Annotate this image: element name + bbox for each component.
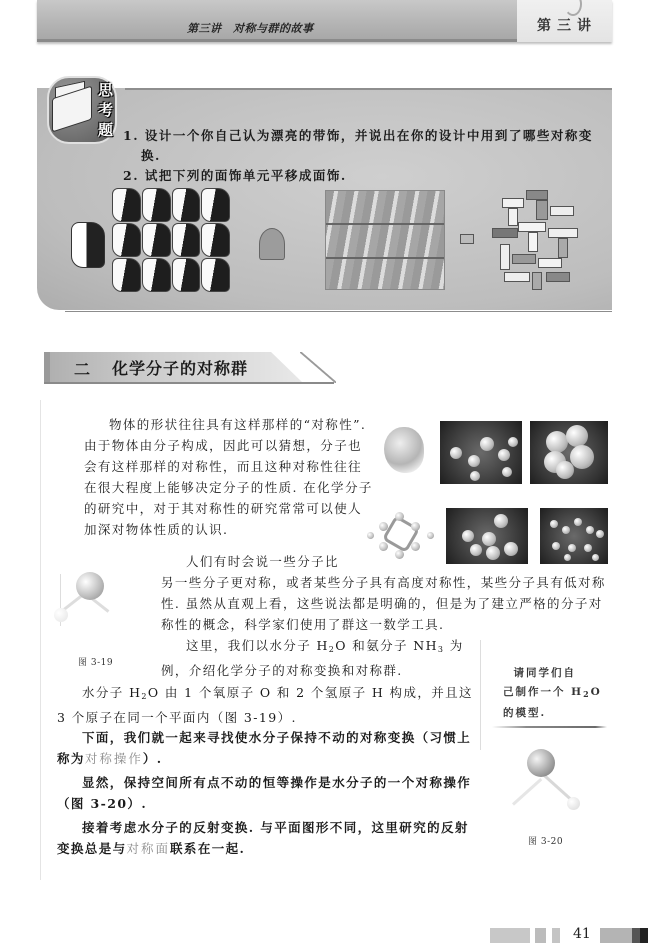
divider [65, 311, 612, 312]
paragraph-3: 这里，我们以水分子 $H_2O$ 和氨分子 $NH_3$ 为例，介绍化学分子的对称变换和对称群. [161, 638, 464, 678]
propane-ball-stick-image [440, 421, 522, 484]
footer-decor-bar [632, 928, 640, 943]
figure-3-19-caption: 图 3-19 [78, 658, 114, 668]
think-question-list [123, 126, 603, 186]
question-1: 1. 设计一个你自己认为漂亮的带饰，并说出在你的设计中用到了哪些对称变换. [123, 128, 593, 163]
fish-tile-unit-image [71, 222, 105, 268]
chapter-running-title: 第三讲 对称与群的故事 [187, 22, 314, 35]
paragraph-4: 水分子 $H_2O$ 由 1 个氧原子 O 和 2 个氢原子 H 构成，并且这 3 个原子在同一个平面内（图 3-19）. [57, 685, 473, 725]
divider [44, 382, 334, 384]
paragraph-5: 下面，我们就一起来寻找使水分子保持不动的对称变换（习惯上称为对称操作）. [57, 730, 472, 766]
footer-decor-bar [552, 928, 560, 943]
divider [125, 88, 612, 90]
t-tile-wallpaper-image [492, 188, 582, 292]
term-symmetry-operation: 对称操作 [84, 751, 143, 766]
divider [492, 726, 607, 728]
branched-alkane-model-image [540, 508, 608, 564]
footer-decor-bar [490, 928, 530, 943]
chapter-tab [517, 0, 612, 42]
molecule-surface-model-image [380, 425, 430, 477]
decorative-slant [300, 352, 336, 383]
water-molecule-figure-3-20 [505, 745, 595, 815]
paragraph-6: 显然，保持空间所有点不动的恒等操作是水分子的一个对称操作（图 3-20）. [57, 775, 472, 811]
chapter-header-band [37, 0, 612, 42]
side-note: 请同学们自 己制作一个 $H_2O$ 的模型. [503, 667, 602, 719]
think-question-badge [47, 76, 117, 144]
footer-decor-bar [600, 928, 632, 943]
bell-tile-unit-image [259, 228, 285, 260]
space-filling-model-image [530, 421, 608, 484]
section-number: 二 [74, 360, 91, 379]
paragraph-2-first-line: 人们有时会说一些分子比 [186, 554, 339, 569]
paragraph-7: 接着考虑水分子的反射变换. 与平面图形不同，这里研究的反射变换总是与对称面联系在一起. [57, 820, 469, 856]
fish-tile-wallpaper-image [112, 188, 230, 292]
footer-decor-bar [640, 928, 648, 943]
t-tile-unit-image [460, 234, 474, 244]
margin-rule [40, 400, 41, 880]
margin-rule [480, 640, 481, 750]
paragraph-intro: 物体的形状往往具有这样那样的“对称性”.由于物体由分子构成，因此可以猜想，分子也会有这样那样的对称性，而且这种对称性往往在很大程度上能够决定分子的性质. 在化学分子的研究中，对于其对称性的研究常常可以使人加深对物体性质的认识. [84, 417, 373, 537]
question-2: 2. 试把下列的面饰单元平移成面饰. [123, 168, 347, 183]
chapter-tab-label: 第三讲 [537, 18, 597, 34]
bell-tile-wallpaper-image [325, 190, 445, 290]
figure-3-20-caption: 图 3-20 [528, 837, 564, 847]
footer-decor-bar [535, 928, 546, 943]
term-symmetry-plane: 对称面 [126, 841, 171, 856]
water-molecule-figure-3-19 [50, 568, 120, 628]
wallpaper-pattern-illustrations [37, 180, 612, 300]
paragraph-2: 另一些分子更对称，或者某些分子具有高度对称性，某些分子具有低对称性. 虽然从直观上看，这些说法都是明确的，但是为了建立严格的分子对称性的概念，科学家们使用了群这一数学工具. [161, 575, 606, 632]
think-question-label: 思 考 题 [97, 81, 113, 139]
section-title: 化学分子的对称群 [112, 359, 249, 378]
swirl-ornament-icon [564, 0, 582, 16]
page-number: 41 [573, 926, 591, 942]
